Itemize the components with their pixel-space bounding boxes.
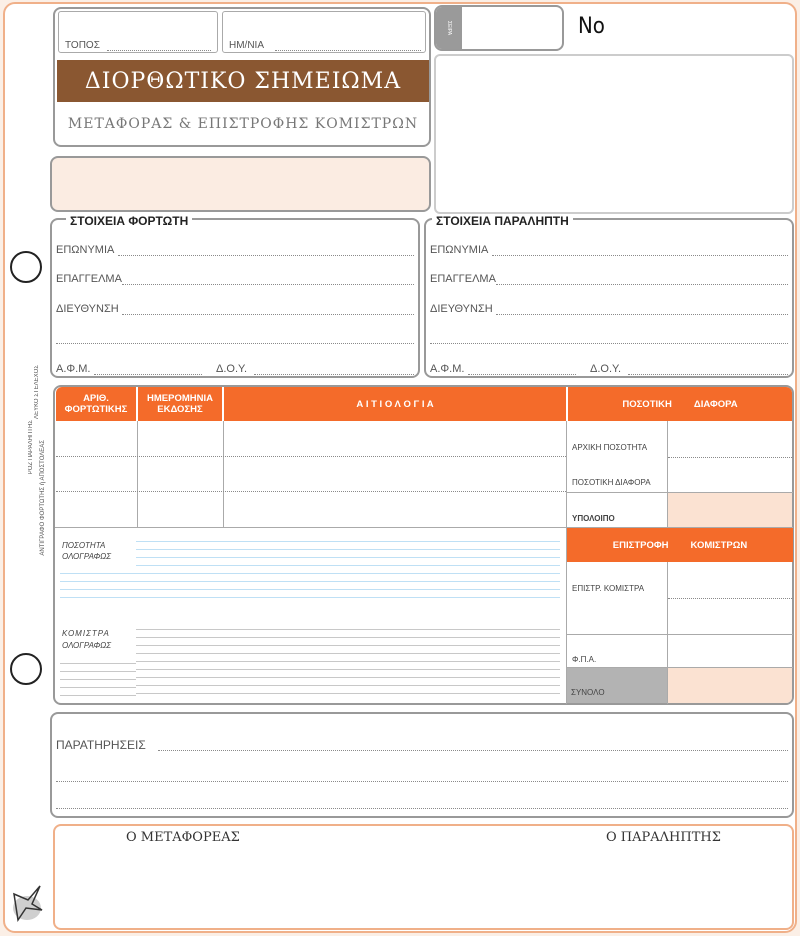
refund-fare-label: ΕΠΙΣΤΡ. ΚΟΜΙΣΤΡΑ	[572, 584, 645, 593]
carrier-signature-label: Ο ΜΕΤΑΦΟΡΕΑΣ	[126, 830, 240, 845]
date-line	[275, 50, 421, 51]
publisher-logo	[10, 880, 44, 924]
place-field[interactable]	[58, 11, 218, 53]
consignee-address-line[interactable]	[496, 314, 788, 315]
number-label: No	[578, 14, 605, 39]
place-line	[107, 50, 211, 51]
consignee-address-label: ΔΙΕΥΘΥΝΣΗ	[430, 303, 493, 315]
fare-words-label-1: ΚΟΜΙΣΤΡΑ	[62, 629, 110, 638]
consignor-doy-line[interactable]	[254, 374, 414, 375]
refund-text-2: ΚΟΜΙΣΤΡΩΝ	[690, 539, 748, 551]
balance-label: ΥΠΟΛΟΙΠΟ	[572, 514, 615, 523]
consignor-title: ΣΤΟΙΧΕΙΑ ΦΟΡΤΩΤΗ	[66, 214, 192, 228]
fare-words-field[interactable]	[136, 622, 560, 698]
quantity-words-label-2: ΟΛΟΓΡΑΦΩΣ	[62, 552, 112, 561]
total-label-cell	[567, 668, 667, 703]
col-reason-header	[224, 387, 566, 421]
binder-hole-top	[10, 251, 42, 283]
consignee-profession-line[interactable]	[496, 284, 788, 285]
grid-line	[137, 421, 138, 527]
col-diff-header	[568, 387, 792, 421]
grid-line	[223, 421, 224, 527]
grid-line	[566, 421, 567, 704]
side-note-pink: ΡΟΖ ΠΑΡΑΛΗΠΤΗΣ	[28, 420, 34, 475]
vat-field[interactable]	[668, 635, 792, 667]
consignor-profession-line[interactable]	[122, 284, 414, 285]
binder-hole-bottom	[10, 653, 42, 685]
document-subtitle: ΜΕΤΑΦΟΡΑΣ & ΕΠΙΣΤΡΟΦΗΣ ΚΟΜΙΣΤΡΩΝ	[67, 116, 419, 132]
refund-fare-line[interactable]	[668, 598, 792, 599]
row-line	[56, 456, 566, 457]
side-note-copy: ΑΝΤΙΓΡΑΦΟ ΦΟΡΤΩΤΗΣ ή ΑΠΟΣΤΟΛΕΑΣ	[40, 440, 46, 556]
consignee-name-label: ΕΠΩΝΥΜΙΑ	[430, 244, 489, 256]
date-field[interactable]	[222, 11, 426, 53]
col-date-text-1: ΗΜΕΡΟΜΗΝΙΑ	[147, 393, 213, 404]
quantity-words-label-1: ΠΟΣΟΤΗΤΑ	[62, 541, 106, 550]
company-box[interactable]	[434, 54, 794, 214]
consignee-profession-label: ΕΠΑΓΓΕΛΜΑ	[430, 273, 496, 285]
grid-line	[55, 527, 566, 528]
consignor-profession-label: ΕΠΑΓΓΕΛΜΑ	[56, 273, 122, 285]
col-date-header	[138, 387, 222, 421]
balance-field[interactable]	[668, 493, 792, 527]
consignee-title: ΣΤΟΙΧΕΙΑ ΠΑΡΑΛΗΠΤΗ	[432, 214, 573, 228]
consignor-name-line[interactable]	[118, 255, 414, 256]
consignor-afm-label: Α.Φ.Μ.	[56, 363, 91, 375]
document-title: ΔΙΟΡΘΩΤΙΚΟ ΣΗΜΕΙΩΜΑ	[84, 68, 402, 94]
remarks-line-1[interactable]	[158, 750, 788, 751]
recipient-signature-field[interactable]	[440, 850, 786, 924]
consignee-address-line-2[interactable]	[430, 343, 788, 344]
total-label: ΣΥΝΟΛΟ	[571, 688, 605, 697]
consignee-afm-line[interactable]	[468, 374, 576, 375]
quantity-difference-field[interactable]	[668, 458, 792, 492]
remarks-line-2[interactable]	[56, 781, 788, 782]
consignor-doy-label: Δ.Ο.Υ.	[216, 363, 248, 375]
remarks-line-3[interactable]	[56, 808, 788, 809]
col-date-text-2: ΕΚΔΟΣΗΣ	[157, 404, 203, 415]
col-waybill-header	[56, 387, 136, 421]
consignor-box	[50, 218, 420, 378]
consignee-name-line[interactable]	[492, 255, 788, 256]
side-note-white: ΛΕΥΚΟ ΣΤΕΛΕΧΟΣ	[34, 365, 40, 419]
quantity-words-field[interactable]	[136, 534, 560, 604]
date-label: ΗΜ/ΝΙΑ	[229, 40, 264, 51]
consignor-afm-line[interactable]	[94, 374, 202, 375]
total-field[interactable]	[668, 668, 792, 703]
title-band	[57, 60, 429, 102]
series-tab	[436, 7, 462, 49]
col-reason-text: Α Ι Τ Ι Ο Λ Ο Γ Ι Α	[356, 398, 434, 410]
col-diff-text-1: ΠΟΣΟΤΙΚΗ	[622, 398, 672, 410]
carrier-signature-field[interactable]	[60, 850, 400, 924]
remarks-box	[50, 712, 794, 818]
remarks-label: ΠΑΡΑΤΗΡΗΣΕΙΣ	[56, 738, 146, 752]
initial-quantity-field[interactable]	[668, 422, 792, 456]
vat-label: Φ.Π.Α.	[572, 655, 597, 664]
quantity-difference-label: ΠΟΣΟΤΙΚΗ ΔΙΑΦΟΡΑ	[572, 478, 651, 487]
consignor-address-line[interactable]	[122, 314, 414, 315]
initial-quantity-label: ΑΡΧΙΚΗ ΠΟΣΟΤΗΤΑ	[572, 443, 648, 452]
subtitle-row	[57, 104, 429, 144]
recipient-signature-label: Ο ΠΑΡΑΛΗΠΤΗΣ	[606, 830, 721, 845]
consignee-doy-label: Δ.Ο.Υ.	[590, 363, 622, 375]
consignor-address-label: ΔΙΕΥΘΥΝΣΗ	[56, 303, 119, 315]
place-label: ΤΟΠΟΣ	[65, 40, 100, 51]
consignor-address-line-2[interactable]	[56, 343, 414, 344]
quantity-words-field-2[interactable]	[60, 566, 136, 604]
series-label: ΣΕΙΡΑ	[446, 20, 452, 36]
col-diff-text-2: ΔΙΑΦΟΡΑ	[693, 398, 738, 410]
consignee-doy-line[interactable]	[628, 374, 788, 375]
refund-text-1: ΕΠΙΣΤΡΟΦΗ	[612, 539, 669, 551]
fare-words-field-2[interactable]	[60, 656, 136, 698]
consignee-box	[424, 218, 794, 378]
fare-words-label-2: ΟΛΟΓΡΑΦΩΣ	[62, 641, 112, 650]
consignee-afm-label: Α.Φ.Μ.	[430, 363, 465, 375]
stamp-box[interactable]	[50, 156, 431, 212]
refund-header	[567, 528, 793, 562]
consignor-name-label: ΕΠΩΝΥΜΙΑ	[56, 244, 115, 256]
col-waybill-text-1: ΑΡΙΘ.	[83, 393, 109, 404]
col-waybill-text-2: ΦΟΡΤΩΤΙΚΗΣ	[64, 404, 128, 415]
row-line	[56, 491, 566, 492]
